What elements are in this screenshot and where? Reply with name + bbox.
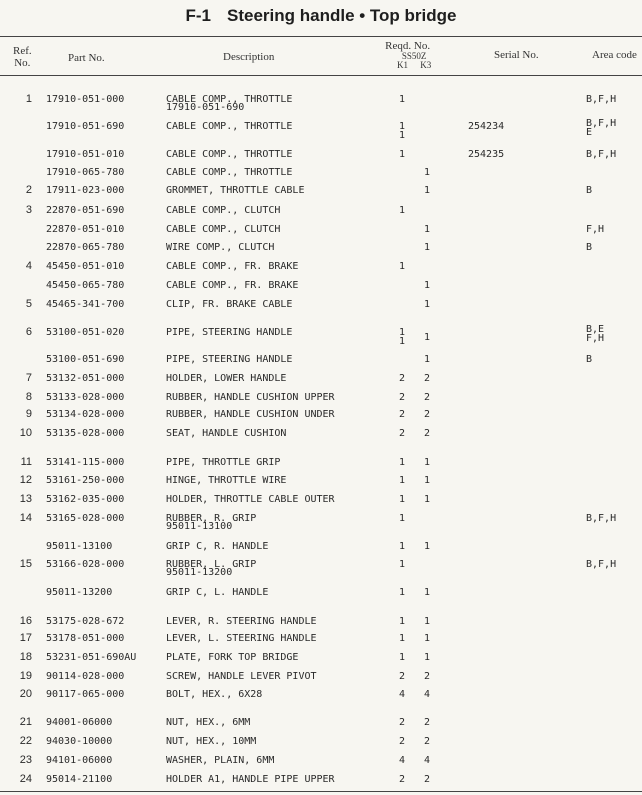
- ref-number: 11: [20, 456, 32, 468]
- description: SEAT, HANDLE CUSHION: [166, 428, 287, 439]
- part-number: 53166-028-000: [46, 559, 125, 570]
- part-number: 94001-06000: [46, 717, 113, 728]
- description: CABLE COMP., FR. BRAKE: [166, 280, 299, 291]
- header-rule: [0, 75, 642, 76]
- table-row: [0, 185, 642, 201]
- area-code: B,F,H: [586, 149, 617, 160]
- description: CABLE COMP., THROTTLE: [166, 167, 293, 178]
- part-number: 95011-13200: [46, 587, 113, 598]
- header-reqd-variants: [384, 61, 431, 70]
- description: CABLE COMP., THROTTLE: [166, 94, 293, 105]
- qty-k1: 1: [399, 327, 406, 338]
- qty-k3: 1: [424, 475, 431, 486]
- qty-k1: 2: [399, 774, 406, 785]
- qty-k3: 1: [424, 587, 431, 598]
- ref-number: 17: [19, 632, 32, 644]
- ref-number: 23: [19, 754, 32, 766]
- area-code: B,F,H: [586, 559, 617, 570]
- table-row: [0, 652, 642, 668]
- qty-k1: 1: [399, 149, 406, 160]
- part-number: 53175-028-672: [46, 616, 125, 627]
- area-code: B: [586, 242, 593, 253]
- qty-k3: 2: [424, 409, 431, 420]
- description: RUBBER, R. GRIP: [166, 513, 257, 524]
- qty-k3: 1: [424, 332, 431, 343]
- header-reqd-model: SS50Z: [401, 51, 427, 61]
- table-row: [0, 149, 642, 165]
- ref-number: 15: [19, 558, 32, 570]
- ref-number: 13: [19, 493, 32, 505]
- part-number: 17910-051-010: [46, 149, 125, 160]
- qty-k1: 2: [399, 671, 406, 682]
- header-reqd-k3: K3: [420, 60, 432, 70]
- qty-k3: 1: [424, 185, 431, 196]
- description: PLATE, FORK TOP BRIDGE: [166, 652, 299, 663]
- qty-k3: 2: [424, 717, 431, 728]
- description: NUT, HEX., 10MM: [166, 736, 257, 747]
- qty-k1: 2: [399, 409, 406, 420]
- qty-k1: 4: [399, 755, 406, 766]
- part-number: 53178-051-000: [46, 633, 125, 644]
- part-number: 53132-051-000: [46, 373, 125, 384]
- description: CABLE COMP., THROTTLE: [166, 121, 293, 132]
- qty-k3: 2: [424, 774, 431, 785]
- qty-k3: 4: [424, 755, 431, 766]
- description: CLIP, FR. BRAKE CABLE: [166, 299, 293, 310]
- description: PIPE, STEERING HANDLE: [166, 327, 293, 338]
- qty-k3: 1: [424, 541, 431, 552]
- table-row: [0, 118, 642, 141]
- qty-k3: 1: [424, 354, 431, 365]
- part-number: 45465-341-700: [46, 299, 125, 310]
- description: CABLE COMP., CLUTCH: [166, 224, 281, 235]
- description: LEVER, R. STEERING HANDLE: [166, 616, 317, 627]
- part-number: 94101-06000: [46, 755, 113, 766]
- table-row: [0, 224, 642, 240]
- ref-number: 9: [25, 408, 32, 420]
- part-number: 53231-051-690AU: [46, 652, 137, 663]
- area-code-extra: F,H: [586, 333, 605, 344]
- part-number: 53135-028-000: [46, 428, 125, 439]
- part-number: 53141-115-000: [46, 457, 125, 468]
- table-row: [0, 616, 642, 632]
- part-number: 45450-051-010: [46, 261, 125, 272]
- description: RUBBER, HANDLE CUSHION UPPER: [166, 392, 335, 403]
- qty-k3: 1: [424, 616, 431, 627]
- description: PIPE, STEERING HANDLE: [166, 354, 293, 365]
- header-ref-line2: No.: [14, 57, 31, 69]
- ref-number: 10: [19, 427, 32, 439]
- bottom-rule: [0, 791, 642, 792]
- qty-k3: 1: [424, 652, 431, 663]
- part-number: 53133-028-000: [46, 392, 125, 403]
- qty-k3: 1: [424, 494, 431, 505]
- ref-number: 24: [19, 773, 32, 785]
- qty-k3: 2: [424, 373, 431, 384]
- ref-number: 5: [25, 298, 32, 310]
- ref-number: 1: [25, 93, 32, 105]
- table-row: [0, 409, 642, 425]
- ref-number: 2: [25, 184, 32, 196]
- qty-k3: 1: [424, 457, 431, 468]
- qty-k1: 1: [399, 616, 406, 627]
- qty-k1-extra: 1: [399, 130, 406, 141]
- part-number: 94030-10000: [46, 736, 113, 747]
- qty-k1: 1: [399, 94, 406, 105]
- part-number: 95011-13100: [46, 541, 113, 552]
- header-part-no: Part No.: [68, 52, 105, 64]
- qty-k1: 2: [399, 717, 406, 728]
- header-reqd-k1: K1: [397, 60, 408, 70]
- area-code: B,F,H: [586, 94, 617, 105]
- table-row: [0, 717, 642, 733]
- description: RUBBER, L. GRIP: [166, 559, 257, 570]
- area-code: B: [586, 354, 593, 365]
- table-row: [0, 633, 642, 649]
- ref-number: 12: [19, 474, 32, 486]
- part-number: 17910-051-000: [46, 94, 125, 105]
- qty-k3: 1: [424, 242, 431, 253]
- qty-k1: 2: [399, 373, 406, 384]
- qty-k1: 1: [399, 587, 406, 598]
- ref-number: 18: [19, 651, 32, 663]
- description: HINGE, THROTTLE WIRE: [166, 475, 287, 486]
- qty-k1: 1: [399, 494, 406, 505]
- description: WASHER, PLAIN, 6MM: [166, 755, 275, 766]
- description: GRIP C, L. HANDLE: [166, 587, 269, 598]
- table-row: [0, 512, 642, 532]
- ref-number: 14: [19, 512, 32, 524]
- header-serial-no: Serial No.: [494, 49, 539, 61]
- description: CABLE COMP., CLUTCH: [166, 205, 281, 216]
- ref-number: 16: [19, 615, 32, 627]
- table-row: [0, 354, 642, 370]
- area-code: F,H: [586, 224, 605, 235]
- table-row: [0, 457, 642, 473]
- part-number: 53161-250-000: [46, 475, 125, 486]
- qty-k1-extra: 1: [399, 336, 406, 347]
- ref-number: 7: [25, 372, 32, 384]
- ref-number: 4: [25, 260, 32, 272]
- table-row: [0, 324, 642, 347]
- page-title: [0, 6, 642, 26]
- description: HOLDER, LOWER HANDLE: [166, 373, 287, 384]
- qty-k3: 1: [424, 280, 431, 291]
- substitute-part-number: 17910-051-690: [166, 102, 245, 113]
- ref-number: 8: [25, 391, 32, 403]
- description: CABLE COMP., FR. BRAKE: [166, 261, 299, 272]
- area-code: B,E: [586, 324, 605, 335]
- qty-k3: 2: [424, 392, 431, 403]
- qty-k1: 1: [399, 652, 406, 663]
- part-number: 17911-023-000: [46, 185, 125, 196]
- qty-k1: 1: [399, 475, 406, 486]
- description: NUT, HEX., 6MM: [166, 717, 251, 728]
- header-ref: [13, 45, 32, 69]
- description: CABLE COMP., THROTTLE: [166, 149, 293, 160]
- serial-number: 254234: [468, 121, 505, 132]
- part-number: 22870-051-010: [46, 224, 125, 235]
- table-row: [0, 755, 642, 771]
- table-row: [0, 587, 642, 603]
- part-number: 53100-051-020: [46, 327, 125, 338]
- substitute-part-number: 95011-13100: [166, 521, 233, 532]
- qty-k3: 2: [424, 671, 431, 682]
- description: BOLT, HEX., 6X28: [166, 689, 263, 700]
- description: SCREW, HANDLE LEVER PIVOT: [166, 671, 317, 682]
- part-number: 45450-065-780: [46, 280, 125, 291]
- table-row: [0, 428, 642, 444]
- part-number: 53134-028-000: [46, 409, 125, 420]
- table-row: [0, 558, 642, 578]
- qty-k3: 2: [424, 428, 431, 439]
- qty-k1: 1: [399, 121, 406, 132]
- ref-number: 22: [19, 735, 32, 747]
- table-row: [0, 689, 642, 705]
- part-number: 53165-028-000: [46, 513, 125, 524]
- ref-number: 19: [19, 670, 32, 682]
- header-reqd-title: Reqd. No.: [385, 40, 431, 52]
- description: LEVER, L. STEERING HANDLE: [166, 633, 317, 644]
- qty-k3: 1: [424, 299, 431, 310]
- qty-k1: 1: [399, 457, 406, 468]
- ref-number: 3: [25, 204, 32, 216]
- table-row: [0, 774, 642, 790]
- table-row: [0, 280, 642, 296]
- area-code: B,F,H: [586, 118, 617, 129]
- description: GRIP C, R. HANDLE: [166, 541, 269, 552]
- qty-k1: 2: [399, 428, 406, 439]
- page-title-text: Steering handle • Top bridge: [227, 6, 457, 25]
- page-code: F-1: [185, 6, 211, 25]
- part-number: 17910-065-780: [46, 167, 125, 178]
- qty-k1: 1: [399, 205, 406, 216]
- substitute-part-number: 95011-13200: [166, 567, 233, 578]
- part-number: 22870-051-690: [46, 205, 125, 216]
- qty-k1: 2: [399, 392, 406, 403]
- table-row: [0, 261, 642, 277]
- header-ref-line1: Ref.: [13, 45, 32, 57]
- part-number: 22870-065-780: [46, 242, 125, 253]
- qty-k1: 1: [399, 633, 406, 644]
- part-number: 53100-051-690: [46, 354, 125, 365]
- qty-k3: 2: [424, 736, 431, 747]
- description: RUBBER, HANDLE CUSHION UNDER: [166, 409, 335, 420]
- qty-k1: 1: [399, 541, 406, 552]
- top-rule: [0, 36, 642, 37]
- qty-k3: 1: [424, 633, 431, 644]
- description: HOLDER, THROTTLE CABLE OUTER: [166, 494, 335, 505]
- area-code: B,F,H: [586, 513, 617, 524]
- qty-k1: 1: [399, 261, 406, 272]
- table-row: [0, 93, 642, 113]
- header-description: Description: [223, 51, 275, 63]
- part-number: 90117-065-000: [46, 689, 125, 700]
- description: HOLDER A1, HANDLE PIPE UPPER: [166, 774, 335, 785]
- table-row: [0, 205, 642, 221]
- serial-number: 254235: [468, 149, 505, 160]
- table-row: [0, 541, 642, 557]
- description: WIRE COMP., CLUTCH: [166, 242, 275, 253]
- description: PIPE, THROTTLE GRIP: [166, 457, 281, 468]
- table-row: [0, 392, 642, 408]
- qty-k3: 1: [424, 167, 431, 178]
- qty-k1: 2: [399, 736, 406, 747]
- qty-k1: 1: [399, 559, 406, 570]
- table-row: [0, 373, 642, 389]
- part-number: 53162-035-000: [46, 494, 125, 505]
- part-number: 90114-028-000: [46, 671, 125, 682]
- table-row: [0, 242, 642, 258]
- table-row: [0, 736, 642, 752]
- table-row: [0, 671, 642, 687]
- part-number: 95014-21100: [46, 774, 113, 785]
- description: GROMMET, THROTTLE CABLE: [166, 185, 305, 196]
- qty-k3: 4: [424, 689, 431, 700]
- table-row: [0, 299, 642, 315]
- area-code-extra: E: [586, 127, 593, 138]
- header-reqd-no: [384, 40, 431, 70]
- qty-k1: 4: [399, 689, 406, 700]
- header-area-code: Area code: [592, 49, 637, 61]
- qty-k3: 1: [424, 224, 431, 235]
- table-row: [0, 494, 642, 510]
- part-number: 17910-051-690: [46, 121, 125, 132]
- table-row: [0, 475, 642, 491]
- ref-number: 20: [19, 688, 32, 700]
- area-code: B: [586, 185, 593, 196]
- qty-k1: 1: [399, 513, 406, 524]
- table-row: [0, 167, 642, 183]
- ref-number: 6: [25, 326, 32, 338]
- ref-number: 21: [19, 716, 32, 728]
